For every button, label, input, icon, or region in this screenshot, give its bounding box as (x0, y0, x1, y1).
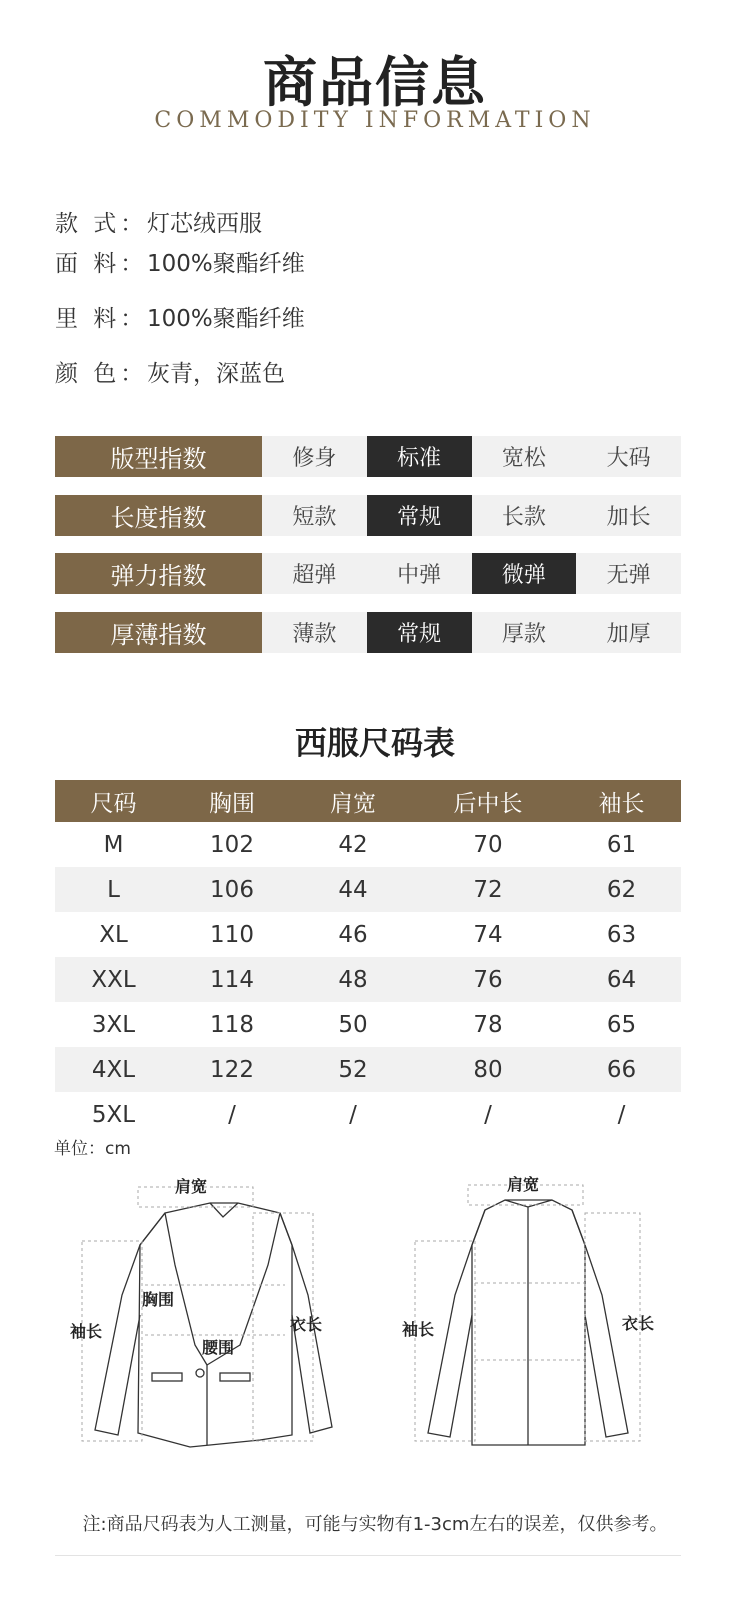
table-cell: / (617, 1101, 626, 1128)
table-cell: 118 (210, 1011, 254, 1038)
stretch-index-row (55, 553, 681, 594)
index-option-selected: 常规 (367, 612, 472, 653)
index-option: 修身 (262, 436, 367, 477)
table-cell: 52 (338, 1056, 368, 1083)
table-cell: L (107, 876, 120, 903)
table-cell: 66 (606, 1056, 637, 1083)
info-label: 款 式： (55, 211, 148, 237)
table-cell: 106 (210, 876, 254, 903)
info-label: 颜 色： (55, 361, 148, 387)
divider (55, 1555, 681, 1556)
index-option: 薄款 (262, 612, 367, 653)
table-cell: 72 (473, 876, 503, 903)
measurement-note: 注:商品尺码表为人工测量，可能与实物有1-3cm左右的误差，仅供参考。 (82, 1514, 668, 1535)
info-label: 里 料： (55, 306, 148, 332)
table-cell: 76 (473, 966, 503, 993)
info-value: 灯芯绒西服 (147, 211, 262, 237)
table-cell: 50 (338, 1011, 368, 1038)
table-cell: 114 (210, 966, 254, 993)
page-subtitle: COMMODITY INFORMATION (154, 108, 596, 133)
index-label: 弹力指数 (55, 553, 262, 594)
back-shoulder-label: 肩宽 (507, 1175, 540, 1194)
size-table (55, 780, 681, 1137)
index-option: 长款 (472, 495, 577, 536)
table-cell: 44 (338, 876, 368, 903)
index-option-selected: 常规 (367, 495, 472, 536)
front-length-label: 衣长 (290, 1315, 323, 1334)
column-header: 后中长 (453, 790, 523, 817)
table-cell: / (349, 1101, 357, 1128)
back-jacket-illustration (428, 1200, 628, 1445)
table-cell: 122 (210, 1056, 254, 1083)
index-option: 厚款 (472, 612, 577, 653)
table-cell: / (484, 1101, 492, 1128)
table-cell: 42 (338, 831, 368, 858)
index-option: 短款 (262, 495, 367, 536)
index-option: 宽松 (472, 436, 577, 477)
table-cell: XXL (91, 966, 136, 993)
index-option-selected: 标准 (367, 436, 472, 477)
info-value: 100%聚酯纤维 (147, 306, 305, 332)
table-cell: 63 (606, 921, 637, 948)
table-cell: 80 (473, 1056, 503, 1083)
table-header-row (55, 780, 681, 822)
index-option: 加厚 (576, 612, 681, 653)
table-cell: 78 (473, 1011, 503, 1038)
back-sleeve-label: 袖长 (402, 1320, 435, 1339)
index-option: 中弹 (367, 553, 472, 594)
index-option: 无弹 (576, 553, 681, 594)
column-header: 袖长 (598, 790, 645, 817)
table-cell: / (228, 1101, 236, 1128)
table-cell: M (103, 831, 124, 858)
length-index-row (55, 495, 681, 536)
table-row (55, 1092, 681, 1137)
table-cell: 5XL (91, 1101, 136, 1128)
front-shoulder-label: 肩宽 (175, 1177, 208, 1196)
info-style (55, 205, 262, 238)
table-cell: 65 (606, 1011, 637, 1038)
table-cell: 64 (606, 966, 637, 993)
table-row (55, 1047, 681, 1092)
table-row (55, 912, 681, 957)
unit-label: 单位：cm (54, 1139, 131, 1159)
table-cell: 3XL (91, 1011, 136, 1038)
info-fabric (55, 245, 305, 278)
page-title: 商品信息 (263, 51, 487, 114)
front-measure-lines (82, 1187, 313, 1441)
index-label: 厚薄指数 (55, 612, 262, 653)
table-cell: 110 (210, 921, 254, 948)
measurement-diagram (60, 1165, 680, 1455)
index-option-selected: 微弹 (472, 553, 577, 594)
table-cell: 4XL (91, 1056, 136, 1083)
size-chart-title: 西服尺码表 (294, 724, 455, 762)
info-label: 面 料： (55, 251, 148, 277)
table-cell: 70 (473, 831, 503, 858)
front-chest-label: 胸围 (142, 1290, 175, 1309)
table-row (55, 822, 681, 867)
back-length-label: 衣长 (622, 1314, 655, 1333)
table-cell: XL (99, 921, 128, 948)
table-cell: 46 (338, 921, 368, 948)
fit-index-row (55, 436, 681, 477)
info-value: 灰青，深蓝色 (147, 361, 285, 387)
table-row (55, 957, 681, 1002)
table-cell: 62 (606, 876, 637, 903)
table-row (55, 1002, 681, 1047)
thickness-index-row (55, 612, 681, 653)
table-cell: 102 (210, 831, 254, 858)
index-option: 超弹 (262, 553, 367, 594)
table-cell: 61 (606, 831, 637, 858)
info-value: 100%聚酯纤维 (147, 251, 305, 277)
column-header: 肩宽 (330, 790, 376, 817)
front-sleeve-label: 袖长 (70, 1322, 103, 1341)
column-header: 尺码 (90, 790, 137, 817)
column-header: 胸围 (209, 790, 255, 817)
index-label: 长度指数 (55, 495, 262, 536)
info-color (55, 355, 285, 388)
index-option: 大码 (576, 436, 681, 477)
table-row (55, 867, 681, 912)
index-option: 加长 (576, 495, 681, 536)
table-cell: 48 (338, 966, 368, 993)
info-lining (55, 300, 305, 333)
index-label: 版型指数 (55, 436, 262, 477)
front-waist-label: 腰围 (202, 1338, 235, 1357)
table-cell: 74 (473, 921, 503, 948)
